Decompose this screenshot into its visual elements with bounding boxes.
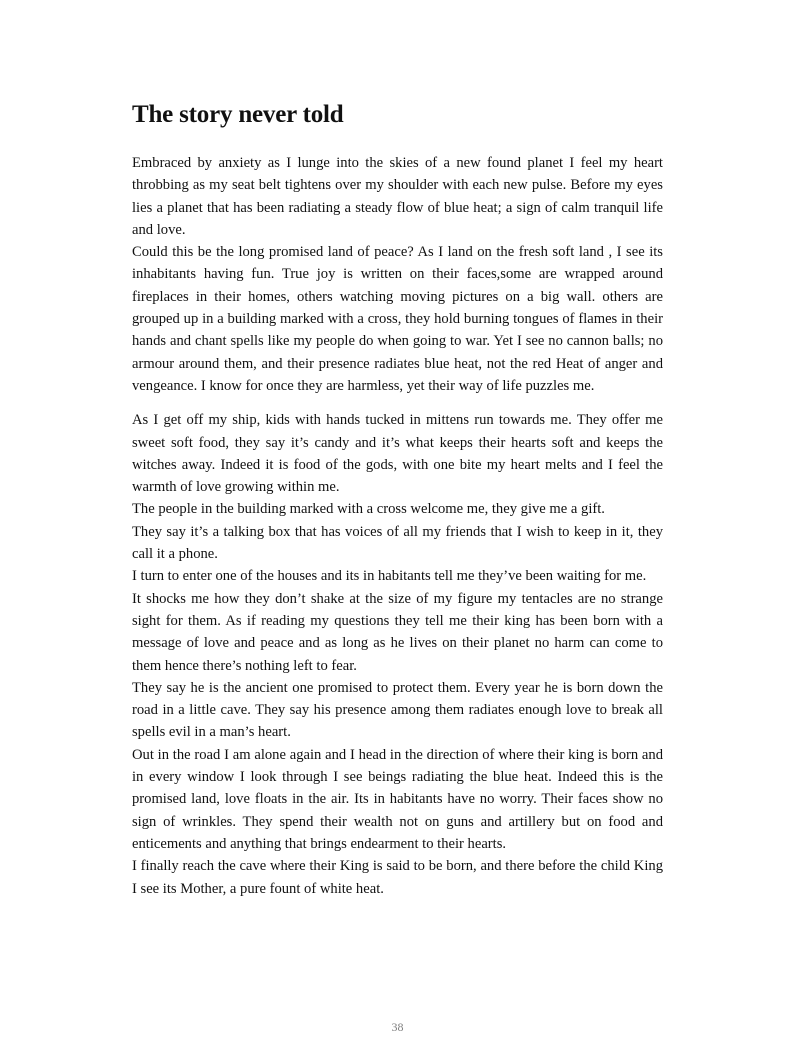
- paragraph: Could this be the long promised land of peace? As I land on the fresh soft land , I see its inhabitants having fun. True joy is written on their faces,some are wrapped around fireplaces in their homes, others watching moving pictures on a big wall. others are grouped up in a building marked with a cross, they hold burning tongues of flames in their hands and chant spells like my people do when going to war. Yet I see no cannon balls; no armour around them, and their presence radiates blue heat, not the red Heat of anger and vengeance. I know for once they are harmless, yet their way of life puzzles me.: [132, 244, 663, 394]
- page-title: The story never told: [132, 101, 344, 128]
- paragraph: Embraced by anxiety as I lunge into the skies of a new found planet I feel my heart throbbing as my seat belt tightens over my shoulder with each new pulse. Before my eyes lies a planet that has been radiating a steady flow of blue heat; a sign of calm tranquil life and love.: [132, 155, 663, 238]
- paragraph: I turn to enter one of the houses and its in habitants tell me they’ve been waiting for me.: [132, 568, 647, 585]
- paragraph: They say it’s a talking box that has voices of all my friends that I wish to keep in it, they call it a phone.: [132, 523, 663, 563]
- paragraph: I finally reach the cave where their King is said to be born, and there before the child King I see its Mother, a pure fount of white heat.: [132, 858, 663, 897]
- story-body: [132, 152, 663, 900]
- paragraph: They say he is the ancient one promised to protect them. Every year he is born down the road in a little cave. They say his presence among them radiates enough love to break all spells evil in a man’s heart.: [132, 679, 663, 741]
- paragraph: Out in the road I am alone again and I head in the direction of where their king is born and in every window I look through I see beings radiating the blue heat. Indeed this is the promised land, love floats in the air. Its in habitants have no worry. Their faces show no sign of wrinkles. They spend their wealth not on guns and artillery but on food and enticements and anything that brings endearment to their hearts.: [132, 746, 663, 852]
- paragraph: As I get off my ship, kids with hands tucked in mittens run towards me. They offer me sweet soft food, they say it’s candy and it’s what keeps their hearts soft and keeps the witches away. Indeed it is food of the gods, with one bite my heart melts and I feel the warmth of love growing within me.: [132, 412, 663, 496]
- paragraph: It shocks me how they don’t shake at the size of my figure my tentacles are no strange sight for them. As if reading my questions they tell me their king has been born with a message of love and peace and as long as he lives on their planet no harm can come to them hence there’s nothing left to fear.: [132, 590, 663, 674]
- page-number: 38: [391, 1020, 404, 1034]
- paragraph: The people in the building marked with a cross welcome me, they give me a gift.: [132, 501, 605, 518]
